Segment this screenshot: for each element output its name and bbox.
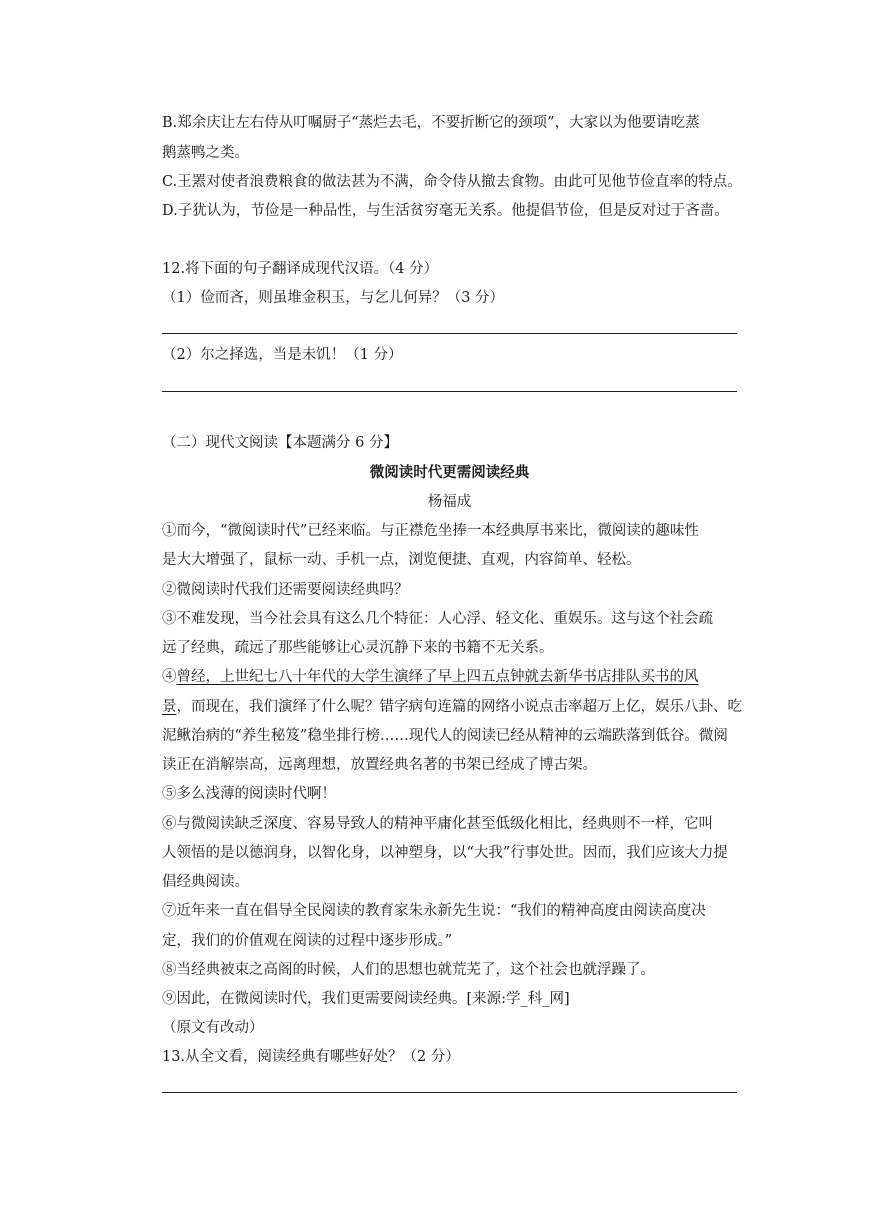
paragraph-2: ②微阅读时代我们还需要阅读经典吗？ <box>162 582 409 598</box>
option-b-line-1: B.郑余庆让左右侍从叮嘱厨子“蒸烂去毛，不要折断它的颈项”，大家以为他要请吃蒸 <box>162 115 700 131</box>
paragraph-8: ⑧当经典被束之高阁的时候，人们的思想也就荒芜了，这个社会也就浮躁了。 <box>162 962 655 978</box>
underlined-sentence-end: 景 <box>162 699 177 715</box>
paragraph-4-text: ，而现在，我们演绎了什么呢？错字病句连篇的网络小说点击率超万上亿，娱乐八卦、吃 <box>176 699 742 715</box>
paragraph-4-line-3: 泥鳅治病的“养生秘笈”稳坐排行榜……现代人的阅读已经从精神的云端跌落到低谷。微阅 <box>162 728 728 744</box>
answer-line-13[interactable] <box>162 1092 737 1093</box>
question-12-stem: 12.将下面的句子翻译成现代汉语。（4 分） <box>162 261 439 277</box>
question-12-item-2: （2）尔之择选，当是未饥！（1 分） <box>162 347 403 363</box>
underlined-sentence: 曾经，上世纪七八十年代的大学生演绎了早上四五点钟就去新华书店排队买书的风 <box>176 669 699 685</box>
answer-line-12-1[interactable] <box>162 333 737 334</box>
answer-line-12-2[interactable] <box>162 391 737 392</box>
paragraph-7-line-1: ⑦近年来一直在倡导全民阅读的教育家朱永新先生说：“我们的精神高度由阅读高度决 <box>162 903 706 919</box>
section-heading: （二）现代文阅读【本题满分 6 分】 <box>162 435 398 451</box>
paragraph-1-line-2: 是大大增强了，鼠标一动、手机一点，浏览便捷、直观，内容简单、轻松。 <box>162 552 641 568</box>
paragraph-3-line-1: ③不难发现，当今社会具有这么几个特征：人心浮、轻文化、重娱乐。这与这个社会疏 <box>162 611 713 627</box>
paragraph-3-line-2: 远了经典，疏远了那些能够让心灵沉静下来的书籍不无关系。 <box>162 640 554 656</box>
option-c: C.王罴对使者浪费粮食的做法甚为不满，命令侍从撤去食物。由此可见他节俭直率的特点。 <box>162 174 742 190</box>
passage-title: 微阅读时代更需阅读经典 <box>369 464 530 481</box>
question-13-stem: 13.从全文看，阅读经典有哪些好处？（2 分） <box>162 1049 460 1065</box>
option-b-line-2: 鹅蒸鸭之类。 <box>162 145 249 161</box>
paragraph-9: ⑨因此，在微阅读时代，我们更需要阅读经典。[来源:学_科_网] <box>162 991 570 1007</box>
paragraph-6-line-2: 人领悟的是以德润身，以智化身，以神塑身，以“大我”行事处世。因而，我们应该大力提 <box>162 845 728 861</box>
paragraph-1-line-1: ①而今，“微阅读时代”已经来临。与正襟危坐捧一本经典厚书来比，微阅读的趣味性 <box>162 523 699 539</box>
paragraph-4-marker: ④ <box>162 669 177 685</box>
paragraph-5: ⑤多么浅薄的阅读时代啊！ <box>162 786 336 802</box>
paragraph-4-line-2 <box>162 697 742 717</box>
question-12-item-1: （1）俭而吝，则虽堆金积玉，与乞儿何异？（3 分） <box>162 290 505 306</box>
paragraph-7-line-2: 定，我们的价值观在阅读的过程中逐步形成。” <box>162 933 453 949</box>
paragraph-4-line-4: 读正在消解崇高，远离理想，放置经典名著的书架已经成了博古架。 <box>162 757 597 773</box>
paragraph-4-line-1 <box>162 667 742 687</box>
source-note: （原文有改动） <box>162 1020 264 1036</box>
paragraph-6-line-3: 倡经典阅读。 <box>162 874 249 890</box>
option-d: D.子犹认为，节俭是一种品性，与生活贫穷毫无关系。他提倡节俭，但是反对过于吝啬。 <box>162 203 729 219</box>
paragraph-6-line-1: ⑥与微阅读缺乏深度、容易导致人的精神平庸化甚至低级化相比，经典则不一样，它叫 <box>162 816 713 832</box>
passage-author: 杨福成 <box>427 494 472 510</box>
